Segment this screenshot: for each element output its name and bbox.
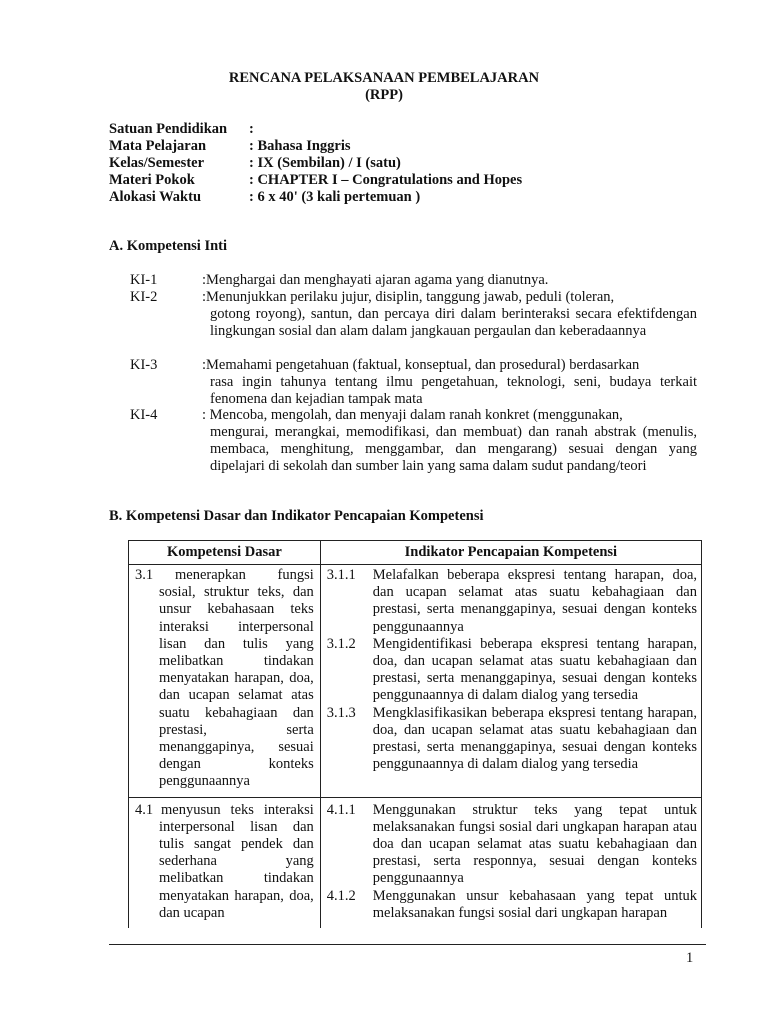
ki-continuation: gotong royong), santun, dan percaya diri dalam berinteraksi secara efektifdengan lingkungan sosial dan alam dalam jangkauan pergaulan dan keberadaannya [210,306,697,339]
header-indikator: Indikator Pencapaian Kompetensi [320,541,701,565]
identity-label: Materi Pokok [109,172,195,188]
ki-description [202,357,697,408]
kd-content [129,798,320,928]
indicator-number: 4.1.2 [326,887,356,904]
indicator-text: Menggunakan unsur kebahasaan yang tepat untuk melaksanakan fungsi sosial dari ungkapan harapan [372,887,697,921]
kd-number: 4.1 [135,801,154,818]
ki-code: KI-1 [130,272,158,288]
indicator-number: 3.1.2 [326,635,356,652]
indicator-cell [320,797,701,928]
section-heading-kompetensi-dasar: B. Kompetensi Dasar dan Indikator Pencapaian Kompetensi [109,508,484,524]
competency-table [128,540,702,928]
ki-description [202,407,697,475]
ki-first-line: : Mencoba, mengolah, dan menyaji dalam ranah konkret (menggunakan, [202,407,623,423]
indicator-number: 3.1.3 [326,704,356,721]
identity-label: Kelas/Semester [109,155,205,171]
table-header-row [129,541,702,565]
identity-value: : 6 x 40' (3 kali pertemuan ) [249,189,421,205]
kd-cell [129,797,321,928]
document-title: RENCANA PELAKSANAAN PEMBELAJARAN [228,70,540,86]
identity-value: : [249,121,254,137]
page-number: 1 [686,950,694,966]
indicator-text: Melafalkan beberapa ekspresi tentang harapan, doa, dan ucapan selamat atas suatu kebahagiaan dan prestasi, serta menanggapinya, sesuai dengan konteks penggunaannya [372,567,697,635]
indicator-item [327,888,697,922]
indicator-number: 3.1.1 [326,567,356,583]
identity-value: : CHAPTER I – Congratulations and Hopes [249,172,523,188]
identity-label: Satuan Pendidikan [109,121,228,137]
identity-label: Alokasi Waktu [109,189,202,205]
identity-value: : Bahasa Inggris [249,138,351,154]
kd-cell [129,565,321,798]
footer-divider [109,944,706,945]
section-heading-kompetensi-inti: A. Kompetensi Inti [109,238,228,254]
indicator-item [327,636,697,705]
table-row [129,565,702,798]
identity-value: : IX (Sembilan) / I (satu) [249,155,401,171]
ki-continuation: mengurai, merangkai, memodifikasi, dan membuat) dan ranah abstrak (menulis, membaca, menghitung, menggambar, dan mengarang) sesuai dengan yang dipelajari di sekolah dan sumber lain yang sama dalam sudut pandang/teori [210,424,697,474]
ki-code: KI-3 [130,357,158,373]
kd-content [129,565,320,797]
indicator-item [327,567,697,636]
document-subtitle: (RPP) [365,87,403,103]
ki-description [202,272,697,289]
kd-number: 3.1 [135,567,154,583]
indicator-item [327,802,697,888]
kd-text: menyusun teks interaksi interpersonal lisan dan tulis sangat pendek dan sederhana yang melibatkan tindakan menyatakan harapan, doa, dan ucapan [159,801,314,921]
indicator-item [327,705,697,774]
ki-first-line: :Menunjukkan perilaku jujur, disiplin, tanggung jawab, peduli (toleran, [202,289,615,305]
indicator-cell [320,565,701,798]
ki-description [202,289,697,340]
ki-code: KI-2 [130,289,158,305]
kd-text: menerapkan fungsi sosial, struktur teks, dan unsur kebahasaan teks interaksi interpersonal lisan dan tulis yang melibatkan tindakan menyatakan harapan, doa, dan ucapan selamat atas suatu kebahagiaan dan prestasi, serta menanggapinya, sesuai dengan konteks penggunaannya [159,567,314,790]
ki-first-line: :Menghargai dan menghayati ajaran agama yang dianutnya. [202,272,549,288]
header-kompetensi-dasar: Kompetensi Dasar [129,541,321,565]
identity-label: Mata Pelajaran [109,138,207,154]
indicator-number: 4.1.1 [326,801,356,818]
ki-first-line: :Memahami pengetahuan (faktual, konseptual, dan prosedural) berdasarkan [202,357,640,373]
indicator-list [321,565,701,781]
ki-continuation: rasa ingin tahunya tentang ilmu pengetahuan, teknologi, seni, budaya terkait fenomena dan kejadian tampak mata [210,374,697,407]
indicator-text: Mengidentifikasi beberapa ekspresi tentang harapan, doa, dan ucapan selamat atas suatu kebahagiaan dan prestasi, serta menanggapinya, sesuai dengan konteks penggunaannya di dalam dialog yang tersedia [372,635,697,704]
indicator-text: Menggunakan struktur teks yang tepat untuk melaksanakan fungsi sosial dari ungkapan harapan atau doa dan ucapan selamat atas suatu kebahagiaan dan prestasi, serta responnya, sesuai dengan konteks penggunaannya [372,801,697,887]
ki-code: KI-4 [130,407,158,423]
table-row [129,797,702,928]
indicator-text: Mengklasifikasikan beberapa ekspresi tentang harapan, doa, dan ucapan selamat atas suatu kebahagiaan dan prestasi, serta menanggapinya, sesuai dengan konteks penggunaannya di dalam dialog yang tersedia [372,704,697,773]
indicator-list [321,798,701,922]
